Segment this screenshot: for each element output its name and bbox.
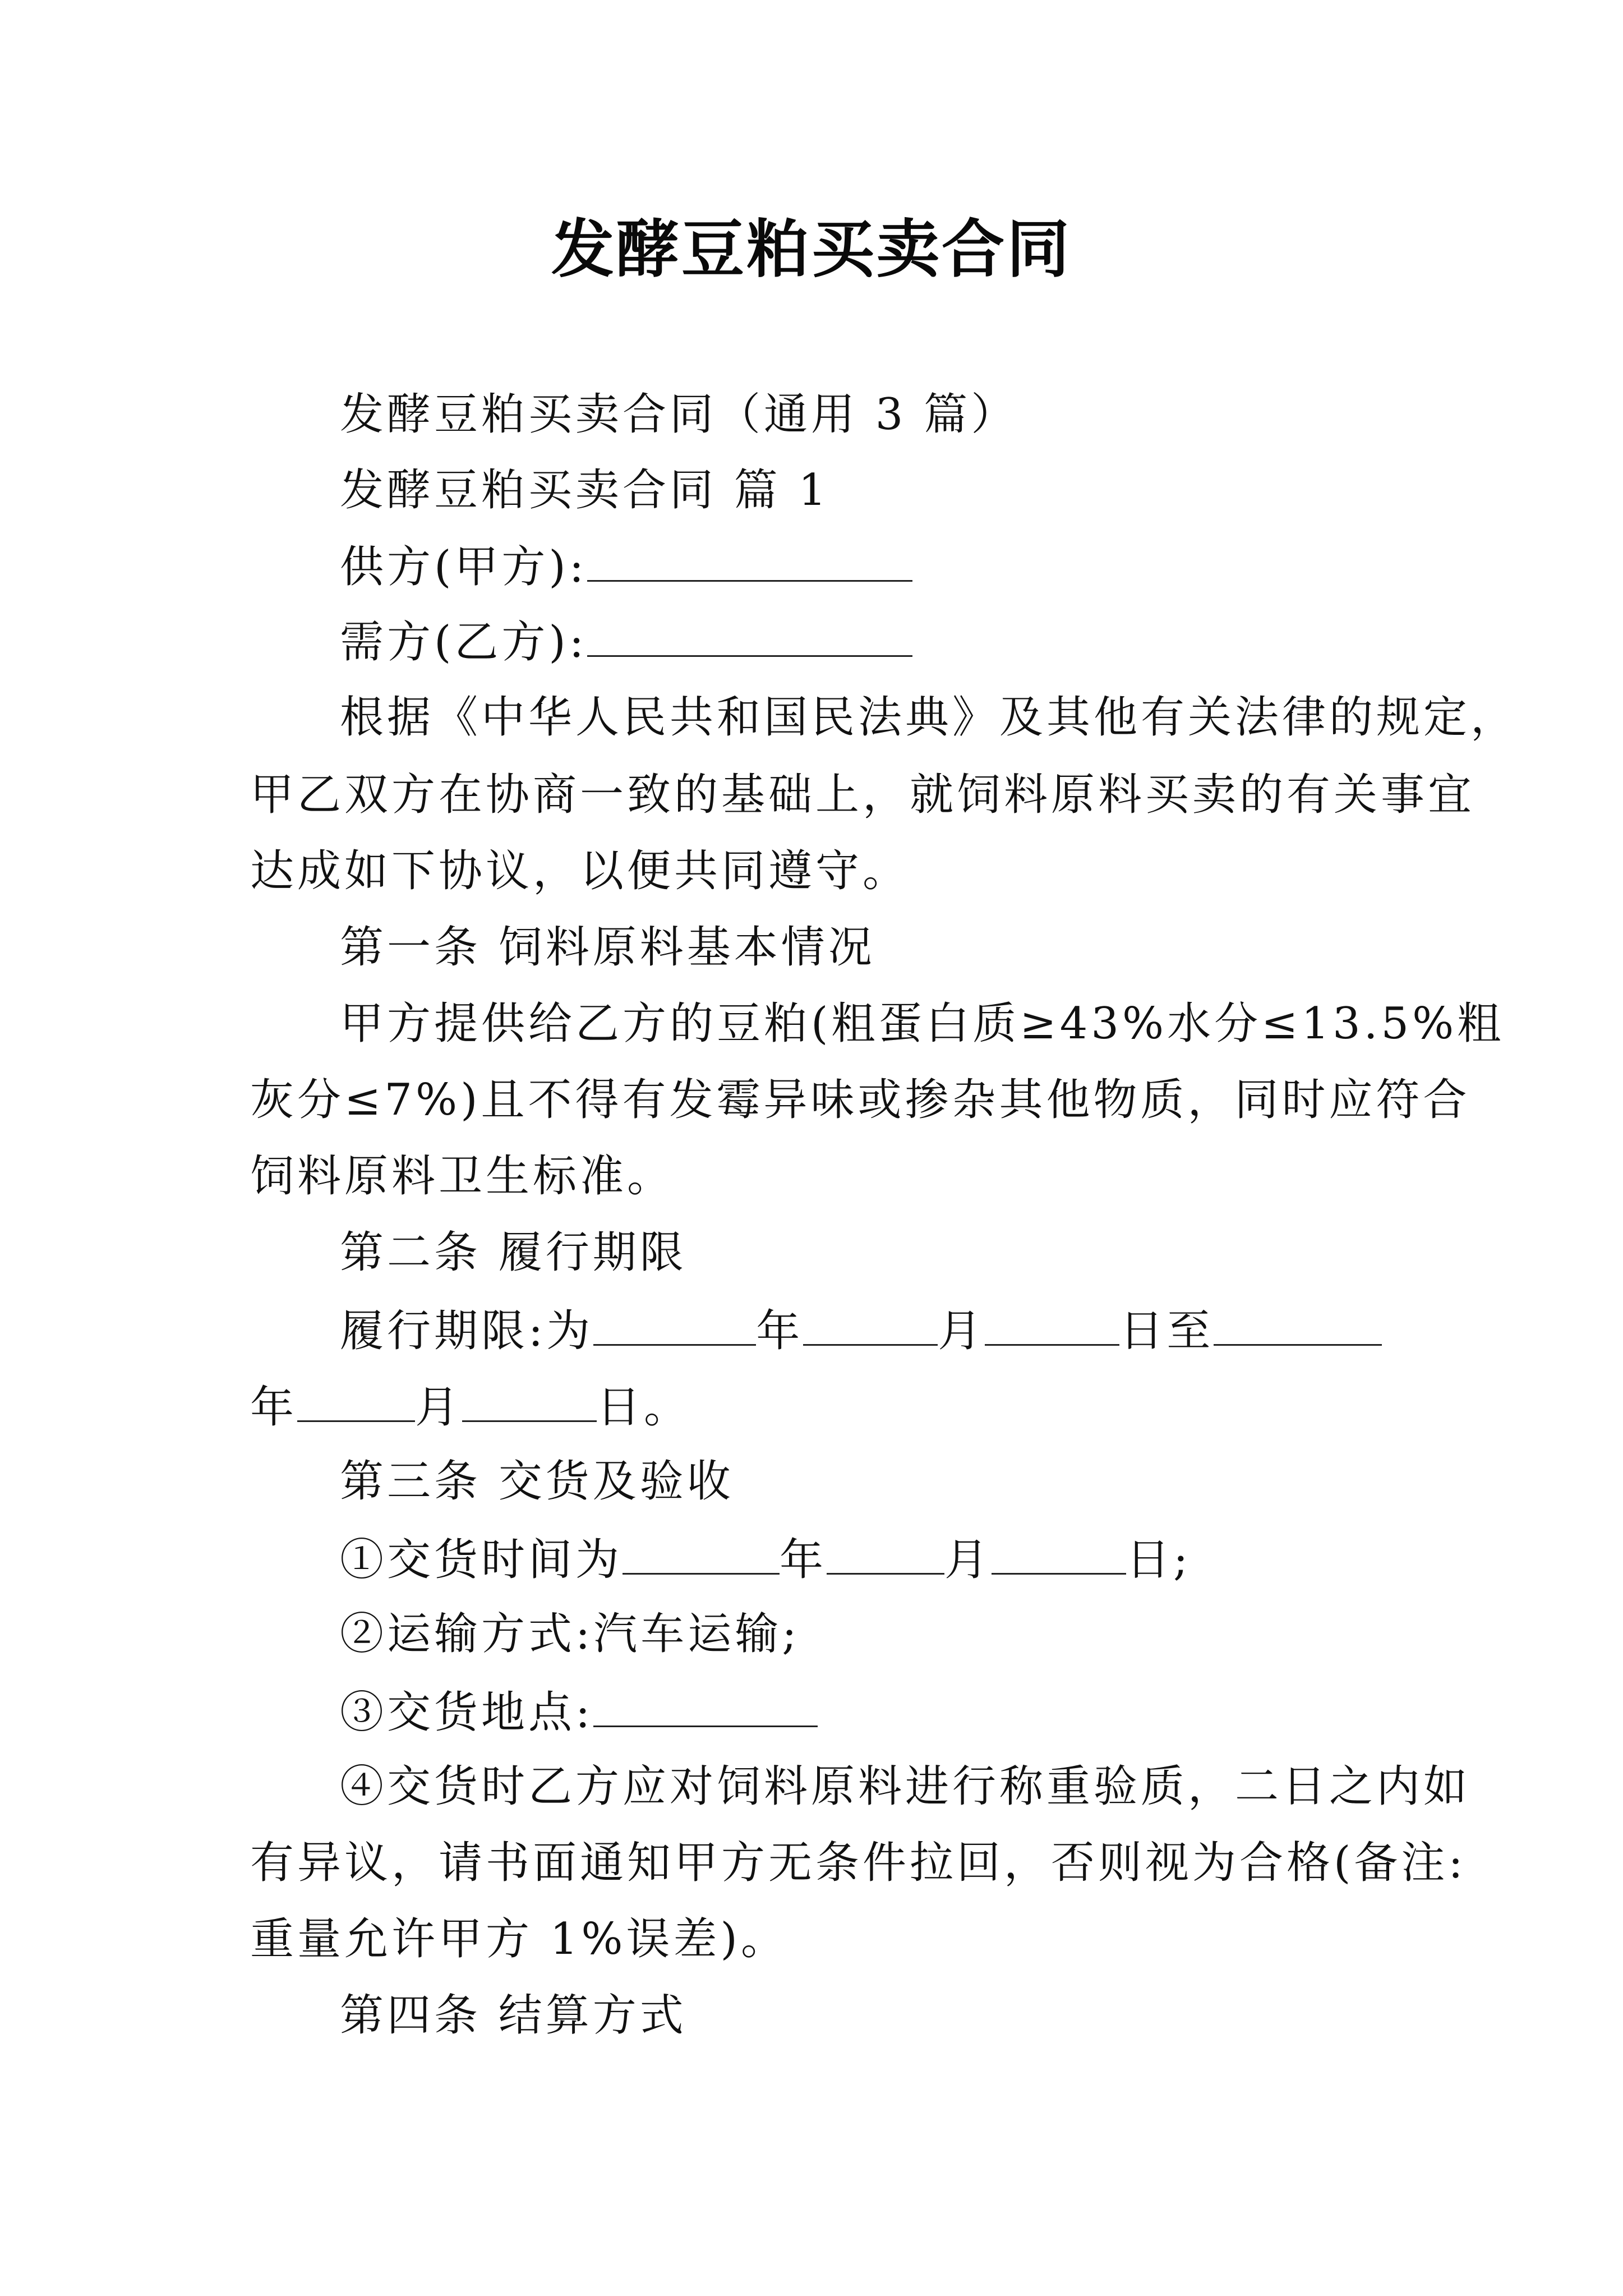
supplier-line — [340, 542, 912, 592]
month-blank — [827, 1536, 944, 1575]
article-heading: 第二条 履行期限 — [340, 1227, 687, 1278]
month-blank — [803, 1307, 938, 1346]
paragraph-line: 有异议，请书面通知甲方无条件拉回，否则视为合格(备注: — [250, 1838, 1467, 1888]
month-label: 月 — [944, 1535, 992, 1585]
month-label: 月 — [938, 1306, 985, 1356]
day-blank — [462, 1383, 597, 1422]
year-label: 年 — [756, 1306, 804, 1356]
year-label: 年 — [250, 1382, 298, 1433]
paragraph-line: 重量允许甲方 1%误差)。 — [250, 1914, 788, 1964]
article-heading: 第一条 饲料原料基本情况 — [340, 922, 875, 973]
paragraph-line: 甲乙双方在协商一致的基础上，就饲料原料买卖的有关事宜 — [250, 770, 1476, 820]
month-label: 月 — [415, 1382, 463, 1433]
day-blank — [992, 1536, 1126, 1575]
paragraph-line: 甲方提供给乙方的豆粕(粗蛋白质≥43%水分≤13.5%粗 — [340, 999, 1505, 1049]
year-blank — [1214, 1307, 1382, 1346]
delivery-place-blank — [593, 1688, 818, 1727]
article-heading: 第三条 交货及验收 — [340, 1456, 734, 1507]
year-label: 年 — [780, 1535, 827, 1585]
year-blank — [593, 1307, 756, 1346]
delivery-place-line — [340, 1687, 818, 1738]
delivery-place-label: ③交货地点: — [340, 1687, 594, 1738]
paragraph-line: 根据《中华人民共和国民法典》及其他有关法律的规定， — [340, 692, 1518, 743]
buyer-blank — [587, 618, 912, 657]
term-label: 履行期限:为 — [340, 1306, 594, 1356]
paragraph-line: 达成如下协议，以便共同遵守。 — [250, 846, 910, 896]
delivery-time-label: ①交货时间为 — [340, 1535, 623, 1585]
day-blank — [985, 1307, 1119, 1346]
supplier-blank — [587, 543, 912, 582]
year-blank — [623, 1536, 780, 1575]
month-blank — [297, 1383, 415, 1422]
document-title: 发酵豆粕买卖合同 — [551, 213, 1072, 286]
paragraph-line: 灰分≤7%)且不得有发霉异味或掺杂其他物质，同时应符合 — [250, 1075, 1470, 1125]
section-heading: 发酵豆粕买卖合同 篇 1 — [340, 465, 830, 516]
subtitle-line: 发酵豆粕买卖合同（通用 3 篇） — [340, 389, 1018, 440]
term-line — [340, 1306, 1382, 1356]
day-to-label: 日至 — [1119, 1306, 1214, 1356]
buyer-label: 需方(乙方): — [340, 617, 588, 668]
transport-line: ②运输方式:汽车运输; — [340, 1609, 800, 1659]
day-label: 日; — [1126, 1535, 1192, 1585]
paragraph-line: ④交货时乙方应对饲料原料进行称重验质，二日之内如 — [340, 1761, 1471, 1812]
delivery-time-line — [340, 1535, 1192, 1585]
term-line-2 — [250, 1382, 691, 1433]
buyer-line — [340, 617, 912, 668]
supplier-label: 供方(甲方): — [340, 542, 588, 592]
article-heading: 第四条 结算方式 — [340, 1990, 687, 2041]
day-end-label: 日。 — [597, 1382, 691, 1433]
paragraph-line: 饲料原料卫生标准。 — [250, 1151, 675, 1202]
